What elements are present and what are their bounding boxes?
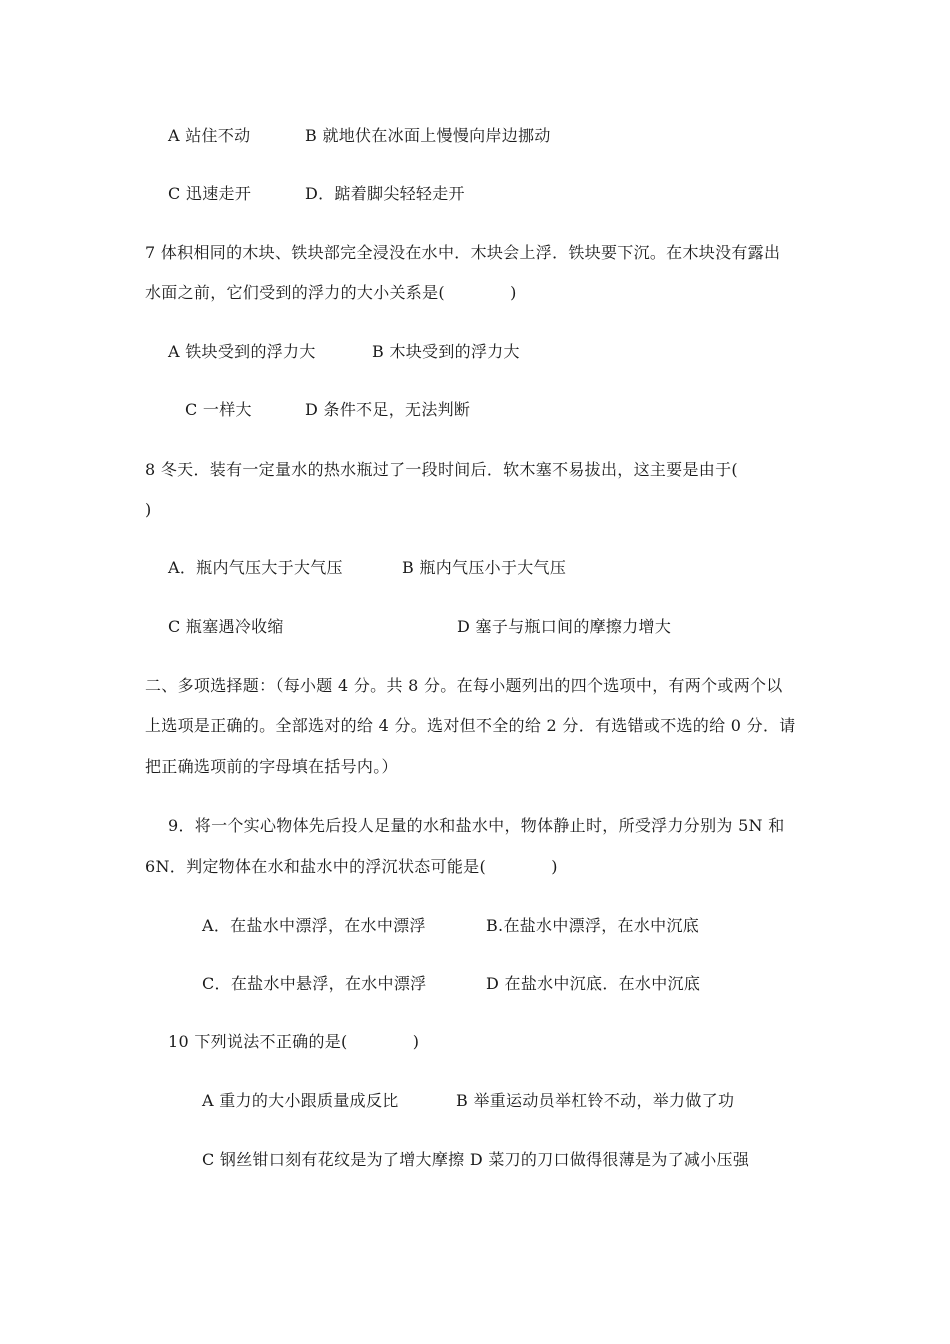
q9-stem-line2: 6N．判定物体在水和盐水中的浮沉状态可能是( ): [145, 857, 558, 876]
q7-option-c: C 一样大: [185, 400, 252, 419]
q10-option-b: B 举重运动员举杠铃不动，举力做了功: [456, 1091, 735, 1110]
q8-stem-line1: 8 冬天．装有一定量水的热水瓶过了一段时间后．软木塞不易拔出，这主要是由于(: [145, 460, 738, 479]
q9-option-b: B.在盐水中漂浮，在水中沉底: [486, 916, 700, 935]
q10-option-cd: C 钢丝钳口刻有花纹是为了增大摩擦 D 菜刀的刀口做得很薄是为了减小压强: [202, 1150, 750, 1169]
q7-stem-line2: 水面之前，它们受到的浮力的大小关系是( ): [145, 283, 517, 302]
q6-option-d: D．踮着脚尖轻轻走开: [305, 184, 465, 203]
q10-option-a: A 重力的大小跟质量成反比: [202, 1091, 399, 1110]
q8-option-d: D 塞子与瓶口间的摩擦力增大: [457, 617, 672, 636]
q9-option-c: C．在盐水中悬浮，在水中漂浮: [202, 974, 427, 993]
q9-option-a: A．在盐水中漂浮，在水中漂浮: [202, 916, 426, 935]
q6-option-c: C 迅速走开: [168, 184, 252, 203]
q7-option-a: A 铁块受到的浮力大: [168, 342, 316, 361]
q7-option-b: B 木块受到的浮力大: [372, 342, 520, 361]
q8-option-b: B 瓶内气压小于大气压: [402, 558, 567, 577]
section2-heading-line1: 二、多项选择题：（每小题 4 分。共 8 分。在每小题列出的四个选项中，有两个或两个以: [145, 676, 783, 695]
q9-option-d: D 在盐水中沉底．在水中沉底: [486, 974, 701, 993]
q8-option-c: C 瓶塞遇冷收缩: [168, 617, 284, 636]
q6-option-a: A 站住不动: [168, 126, 251, 145]
section2-heading-line3: 把正确选项前的字母填在括号内。）: [145, 757, 398, 776]
q7-option-d: D 条件不足，无法判断: [305, 400, 471, 419]
q7-stem-line1: 7 体积相同的木块、铁块部完全浸没在水中．木块会上浮．铁块要下沉。在木块没有露出: [145, 243, 781, 262]
section2-heading-line2: 上选项是正确的。全部选对的给 4 分。选对但不全的给 2 分．有选错或不选的给 0 分．请: [145, 716, 796, 735]
q8-option-a: A．瓶内气压大于大气压: [168, 558, 343, 577]
q6-option-b: B 就地伏在冰面上慢慢向岸边挪动: [305, 126, 551, 145]
q10-stem: 10 下列说法不正确的是( ): [168, 1032, 420, 1051]
q8-stem-line2: ): [145, 500, 152, 519]
q9-stem-line1: 9．将一个实心物体先后投人足量的水和盐水中，物体静止时，所受浮力分别为 5N 和: [168, 816, 785, 835]
